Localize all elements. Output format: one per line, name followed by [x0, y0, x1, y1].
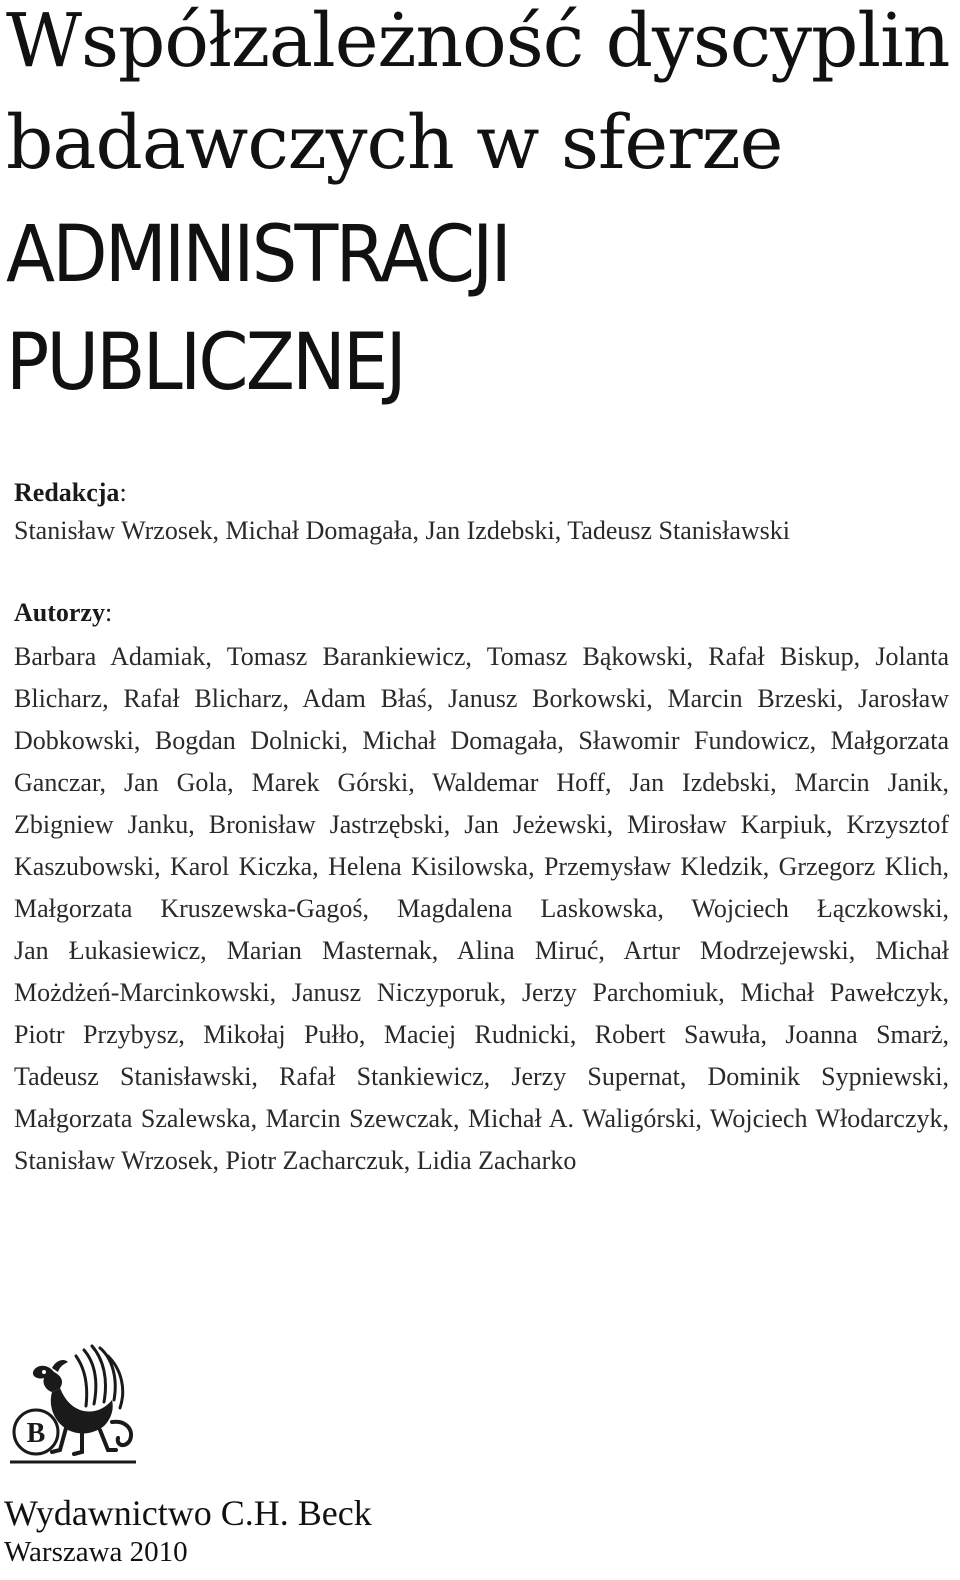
logo-letter: B [26, 1418, 46, 1449]
authors-line: Możdżeń-Marcinkowski, Janusz Niczyporuk, Jerzy Parchomiuk, Michał Pawełczyk, [14, 978, 949, 1007]
editors-heading-label: Redakcja [14, 478, 120, 507]
authors-line: Małgorzata Szalewska, Marcin Szewczak, Michał A. Waligórski, Wojciech Włodarczyk, [14, 1104, 949, 1133]
authors-line: Piotr Przybysz, Mikołaj Pułło, Maciej Rudnicki, Robert Sawuła, Joanna Smarż, [14, 1020, 949, 1049]
title-line-2: badawczych w sferze [6, 100, 783, 186]
authors-line: Kaszubowski, Karol Kiczka, Helena Kisilowska, Przemysław Kledzik, Grzegorz Klich, [14, 852, 949, 881]
editors-heading-colon: : [119, 478, 127, 507]
authors-heading [14, 598, 112, 628]
authors-list [14, 636, 949, 1182]
authors-line: Barbara Adamiak, Tomasz Barankiewicz, Tomasz Bąkowski, Rafał Biskup, Jolanta [14, 642, 949, 671]
authors-line: Dobkowski, Bogdan Dolnicki, Michał Domagała, Sławomir Fundowicz, Małgorzata [14, 726, 949, 755]
title-line-4: PUBLICZNEJ [6, 318, 405, 408]
title-line-3: ADMINISTRACJI [6, 210, 509, 300]
authors-line: Tadeusz Stanisławski, Rafał Stankiewicz, Jerzy Supernat, Dominik Sypniewski, [14, 1062, 949, 1091]
griffin-emblem-icon [8, 1338, 138, 1466]
authors-line: Zbigniew Janku, Bronisław Jastrzębski, Jan Jeżewski, Mirosław Karpiuk, Krzysztof [14, 810, 949, 839]
title-line-1: Współzależność dyscyplin [6, 0, 950, 84]
authors-heading-colon: : [104, 598, 113, 627]
authors-line: Ganczar, Jan Gola, Marek Górski, Waldemar Hoff, Jan Izdebski, Marcin Janik, [14, 768, 949, 797]
authors-line: Małgorzata Kruszewska-Gagoś, Magdalena Laskowska, Wojciech Łączkowski, [14, 894, 949, 923]
publisher-name: Wydawnictwo C.H. Beck [4, 1493, 372, 1533]
authors-line: Jan Łukasiewicz, Marian Masternak, Alina Miruć, Artur Modrzejewski, Michał [14, 936, 949, 965]
authors-heading-label: Autorzy [14, 598, 105, 627]
editors-heading [14, 478, 127, 508]
authors-line: Stanisław Wrzosek, Piotr Zacharczuk, Lidia Zacharko [14, 1146, 577, 1175]
editors-names: Stanisław Wrzosek, Michał Domagała, Jan Izdebski, Tadeusz Stanisławski [14, 516, 791, 545]
authors-line: Blicharz, Rafał Blicharz, Adam Błaś, Janusz Borkowski, Marcin Brzeski, Jarosław [14, 684, 949, 713]
publication-place-year: Warszawa 2010 [4, 1536, 188, 1568]
